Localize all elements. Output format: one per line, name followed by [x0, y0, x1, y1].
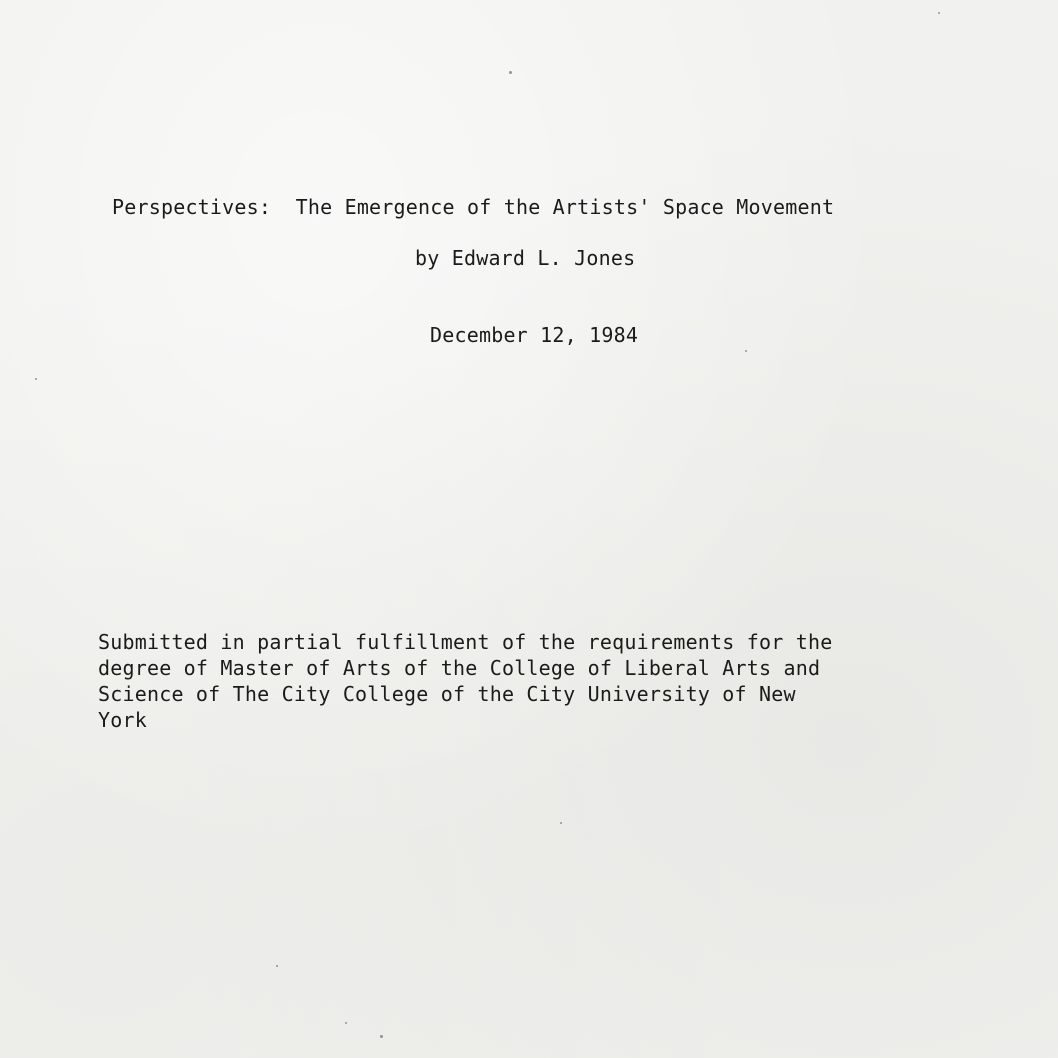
document-date: December 12, 1984: [430, 323, 639, 347]
paper-speck: [35, 378, 37, 380]
document-author: by Edward L. Jones: [415, 246, 636, 270]
paper-speck: [509, 71, 512, 74]
paper-speck: [380, 1035, 383, 1038]
submission-statement: Submitted in partial fulfillment of the requirements for the degree of Master of Arts of the College of Liberal Arts and Science of The City College of the City University of New York: [98, 630, 833, 732]
paper-speck: [938, 12, 940, 14]
paper-speck: [345, 1022, 347, 1024]
paper-speck: [560, 822, 562, 824]
paper-speck: [276, 965, 278, 967]
paper-speck: [745, 350, 747, 352]
document-title: Perspectives: The Emergence of the Artists' Space Movement: [112, 195, 835, 219]
